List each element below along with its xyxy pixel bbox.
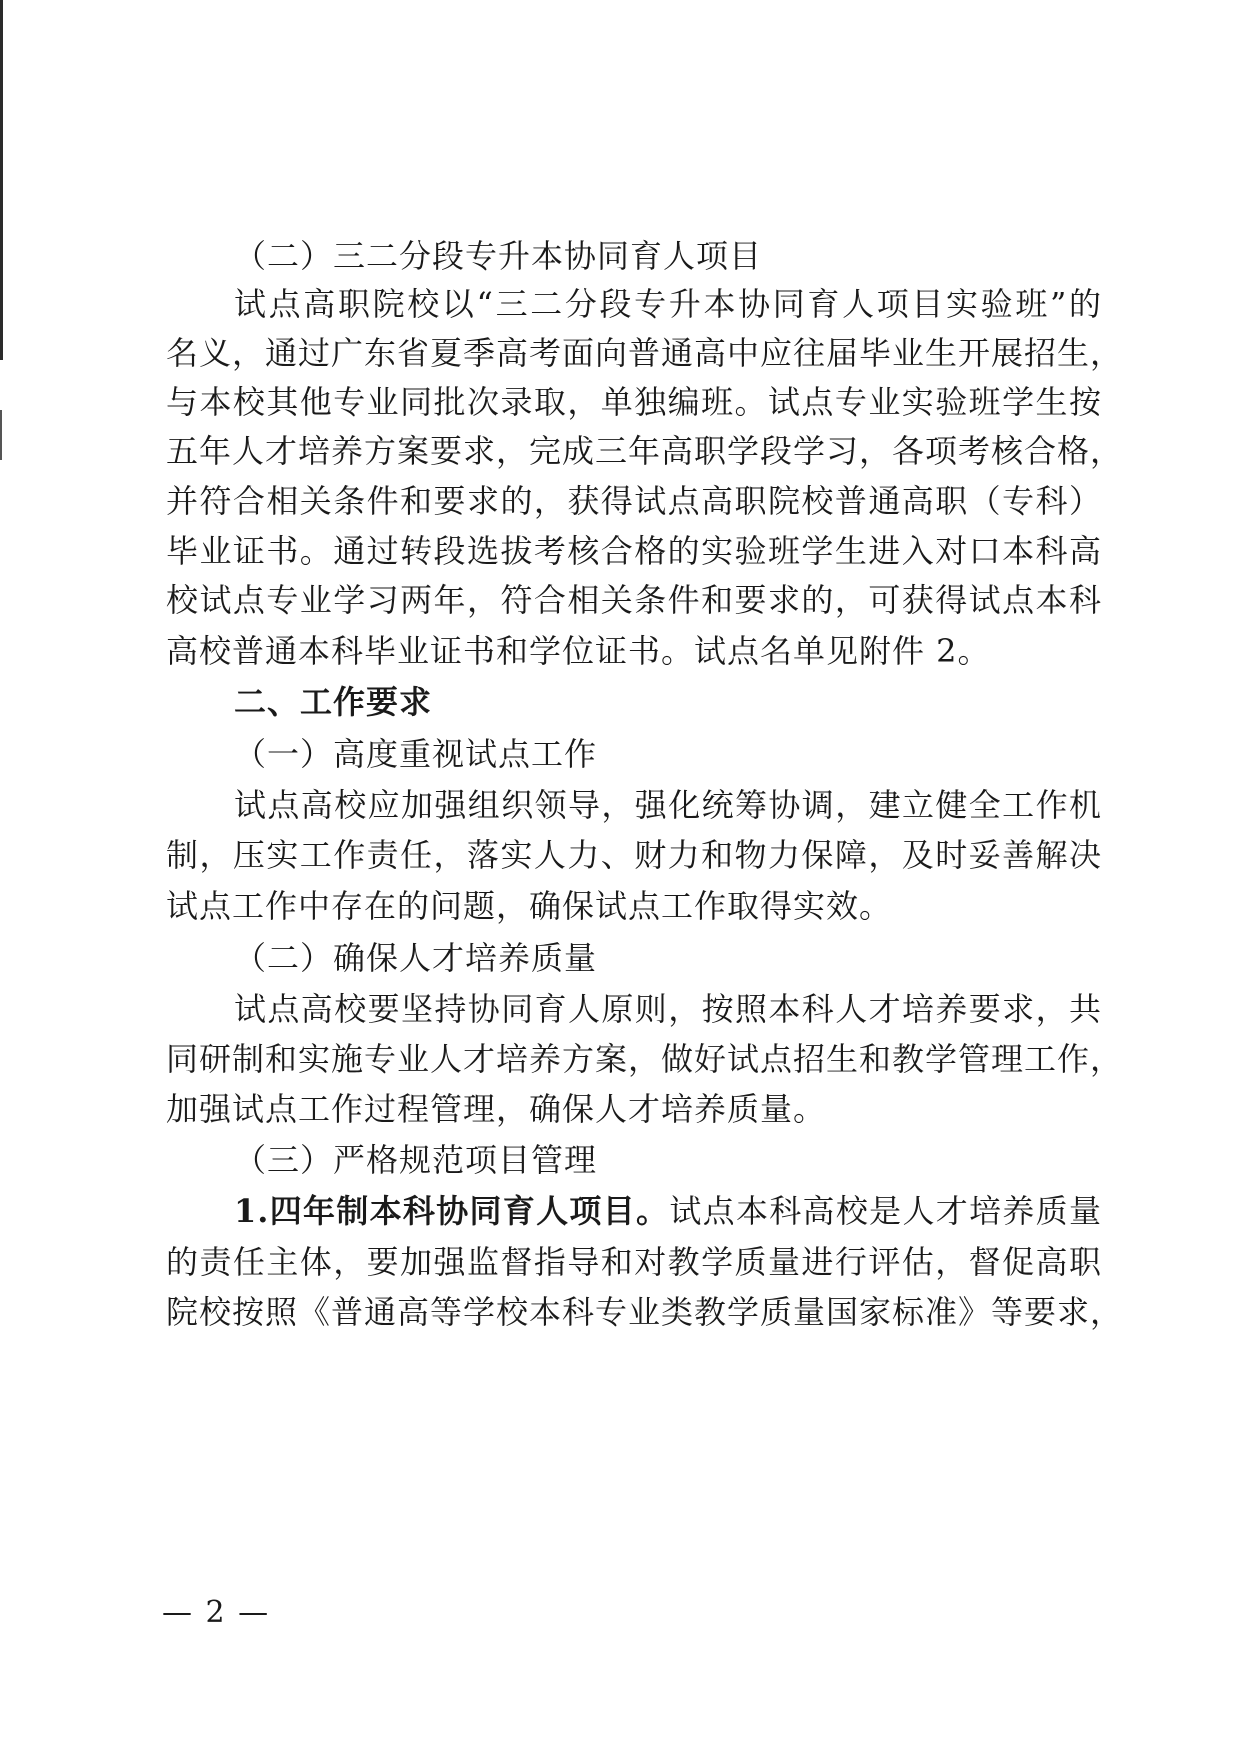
paragraph-line: 的责任主体，要加强监督指导和对教学质量进行评估，督促高职 xyxy=(166,1243,1102,1281)
paragraph-line: 五年人才培养方案要求，完成三年高职学段学习，各项考核合格， xyxy=(166,432,1124,470)
paragraph-line: 院校按照《普通高等学校本科专业类教学质量国家标准》等要求， xyxy=(166,1293,1124,1331)
subheading-attention: （一）高度重视试点工作 xyxy=(234,735,598,773)
paragraph-line: 试点高校应加强组织领导，强化统筹协调，建立健全工作机 xyxy=(234,786,1102,824)
paragraph-line: 名义，通过广东省夏季高考面向普通高中应往届毕业生开展招生， xyxy=(166,334,1124,372)
paragraph-line: 试点高校要坚持协同育人原则，按照本科人才培养要求，共 xyxy=(234,990,1102,1028)
subheading-management: （三）严格规范项目管理 xyxy=(234,1141,598,1179)
paragraph-line: 校试点专业学习两年，符合相关条件和要求的，可获得试点本科 xyxy=(166,581,1102,619)
section-heading-work-requirements: 二、工作要求 xyxy=(234,683,433,721)
paragraph-line: 高校普通本科毕业证书和学位证书。试点名单见附件 2。 xyxy=(166,632,991,670)
paragraph-line: 毕业证书。通过转段选拔考核合格的实验班学生进入对口本科高 xyxy=(166,532,1102,570)
item-text: 试点本科高校是人才培养质量 xyxy=(669,1192,1102,1230)
paragraph-line: 加强试点工作过程管理，确保人才培养质量。 xyxy=(166,1090,827,1128)
scan-edge-shadow xyxy=(0,410,2,460)
item-title-bold: 1.四年制本科协同育人项目。 xyxy=(234,1192,670,1230)
paragraph-line: 试点高职院校以“三二分段专升本协同育人项目实验班”的 xyxy=(234,285,1102,323)
paragraph-line: 同研制和实施专业人才培养方案，做好试点招生和教学管理工作， xyxy=(166,1040,1124,1078)
scan-edge-shadow xyxy=(0,0,3,360)
page-number: — 2 — xyxy=(162,1595,271,1630)
paragraph-line: 并符合相关条件和要求的，获得试点高职院校普通高职（专科） xyxy=(166,482,1102,520)
subheading-sanerfenduan: （二）三二分段专升本协同育人项目 xyxy=(234,237,763,275)
paragraph-line: 与本校其他专业同批次录取，单独编班。试点专业实验班学生按 xyxy=(166,383,1102,421)
paragraph-line: 制，压实工作责任，落实人力、财力和物力保障，及时妥善解决 xyxy=(166,836,1102,874)
paragraph-line: 试点工作中存在的问题，确保试点工作取得实效。 xyxy=(166,887,893,925)
subheading-quality: （二）确保人才培养质量 xyxy=(234,939,598,977)
paragraph-line xyxy=(234,1187,1102,1235)
